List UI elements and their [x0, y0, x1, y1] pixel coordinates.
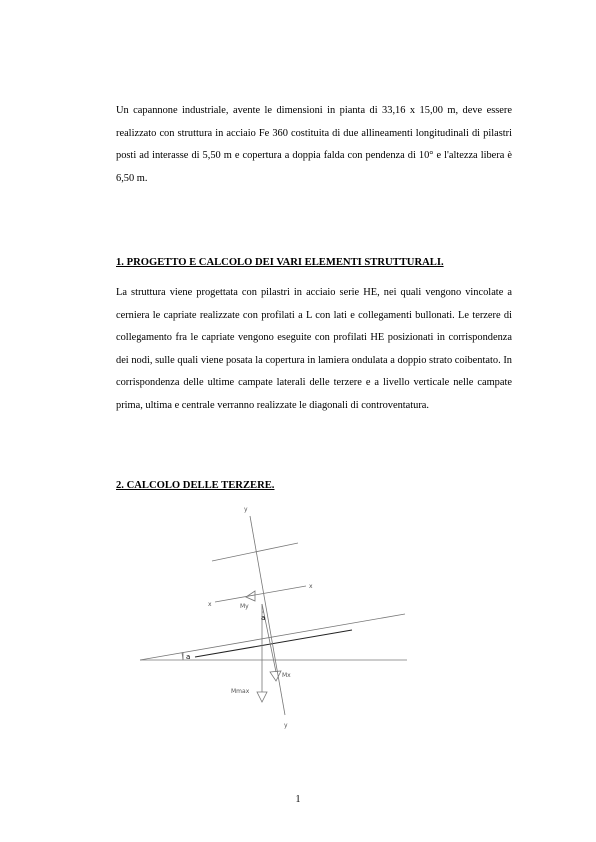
label-x-left: x	[208, 601, 212, 608]
label-my: My	[240, 603, 249, 610]
page-number: 1	[295, 794, 301, 805]
label-alpha-lower: a	[186, 653, 191, 661]
label-y-bottom: y	[284, 722, 288, 729]
x-axis-line	[215, 586, 306, 602]
section-2-heading: 2. CALCOLO DELLE TERZERE.	[116, 480, 275, 491]
intro-paragraph: Un capannone industriale, avente le dimensioni in pianta di 33,16 x 15,00 m, deve essere realizzato con struttura in acciaio Fe 360 costituita di due allineamenti longitudinali di pilastri posti ad interasse di 5,50 m e copertura a doppia falda con pendenza di 10° e l'altezza libera è 6,50 m.	[116, 105, 512, 184]
section-1-paragraph: La struttura viene progettata con pilastri in acciaio serie HE, nei quali vengono vincolate a cerniera le capriate realizzate con profilati a L con lati e collegamenti bullonati. Le terzere di collegamento fra le capriate vengono eseguite con profilati HE posizionati in corrispondenza dei nodi, sulle quali viene posata la copertura in lamiera ondulata a doppio strato coibentato. In corrispondenza delle ultime campate laterali delle terzere e a livello verticale nelle campate prima, ultima e centrale verranno realizzate le diagonali di controventatura.	[116, 287, 512, 411]
label-mmax: Mmax	[231, 688, 250, 695]
y-axis-line	[250, 516, 285, 715]
mx-arrow-icon	[270, 671, 281, 681]
purlin-axis-dark-line	[195, 630, 352, 657]
mmax-arrow-icon	[257, 692, 267, 702]
label-mx: Mx	[282, 672, 291, 679]
section-1-heading: 1. PROGETTO E CALCOLO DEI VARI ELEMENTI STRUTTURALI.	[116, 257, 444, 268]
label-y-top: y	[244, 506, 248, 513]
label-x-right: x	[309, 583, 313, 590]
label-alpha-upper: a	[261, 614, 266, 622]
